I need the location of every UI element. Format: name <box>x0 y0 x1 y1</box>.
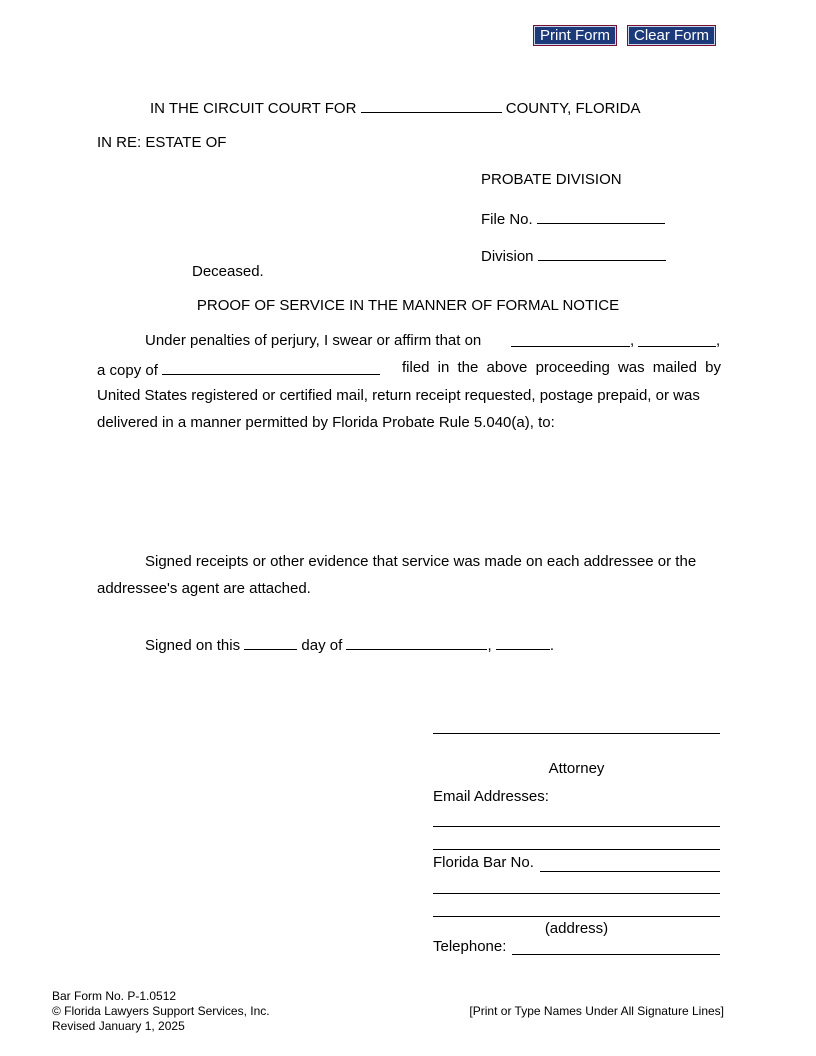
signed-prefix: Signed on this <box>145 637 241 654</box>
division-row <box>481 245 666 266</box>
p2-line2: addressee's agent are attached. <box>97 580 311 597</box>
signature-line[interactable] <box>433 733 720 734</box>
telephone-field[interactable] <box>512 954 720 955</box>
document-name-field[interactable] <box>162 359 380 375</box>
signed-year-field[interactable] <box>496 634 550 650</box>
file-no-field[interactable] <box>537 208 665 224</box>
comma-separator: , <box>630 332 635 349</box>
revised-date: Revised January 1, 2025 <box>52 1019 185 1033</box>
bar-no-label: Florida Bar No. <box>433 854 534 871</box>
p1-copy-of-row <box>97 359 380 380</box>
address-label: (address) <box>544 920 609 937</box>
email-field-1[interactable] <box>433 826 720 827</box>
court-caption <box>150 97 641 118</box>
deceased-label: Deceased. <box>192 263 264 280</box>
print-form-button[interactable]: Print Form <box>533 25 617 46</box>
addressees-area[interactable] <box>97 440 721 540</box>
copyright-notice: © Florida Lawyers Support Services, Inc. <box>52 1004 270 1018</box>
signed-on-row: Signed on this day of , . <box>145 634 554 655</box>
filed-text: filed in the above proceeding was mailed by <box>401 359 721 376</box>
signed-day-field[interactable] <box>244 634 297 650</box>
p1-line2 <box>97 359 721 380</box>
signed-month-field[interactable] <box>346 634 487 650</box>
file-no-label: File No. <box>481 211 533 228</box>
service-year-field[interactable] <box>638 346 716 347</box>
court-suffix: COUNTY, FLORIDA <box>505 100 641 117</box>
service-date-field[interactable] <box>511 346 630 347</box>
p1-line4: delivered in a manner permitted by Florida Probate Rule 5.040(a), to: <box>97 414 555 431</box>
form-title: PROOF OF SERVICE IN THE MANNER OF FORMAL NOTICE <box>196 297 620 314</box>
division-label: Division <box>481 248 534 265</box>
p1-start-text: Under penalties of perjury, I swear or affirm that on <box>145 332 482 349</box>
clear-form-button[interactable]: Clear Form <box>627 25 716 46</box>
file-no-row <box>481 208 665 229</box>
bar-no-field[interactable] <box>540 871 720 872</box>
p2-line1: Signed receipts or other evidence that service was made on each addressee or the <box>145 553 697 570</box>
probate-division-heading: PROBATE DIVISION <box>481 171 622 188</box>
estate-label: IN RE: ESTATE OF <box>97 134 227 151</box>
email-label: Email Addresses: <box>433 788 549 805</box>
copy-of-text: a copy of <box>97 362 158 379</box>
county-field[interactable] <box>361 97 502 113</box>
signed-day-of: day of <box>301 637 343 654</box>
attorney-label: Attorney <box>548 760 605 777</box>
email-field-2[interactable] <box>433 849 720 850</box>
address-field-2[interactable] <box>433 916 720 917</box>
court-prefix: IN THE CIRCUIT COURT FOR <box>150 100 357 117</box>
signature-instruction: [Print or Type Names Under All Signature Lines] <box>469 1004 724 1018</box>
form-number: Bar Form No. P-1.0512 <box>52 989 177 1003</box>
comma-end: , <box>716 332 721 349</box>
address-field-1[interactable] <box>433 893 720 894</box>
division-field[interactable] <box>538 245 666 261</box>
telephone-label: Telephone: <box>433 938 507 955</box>
p1-line3: United States registered or certified mail, return receipt requested, postage prepaid, or was <box>97 387 700 404</box>
p1-line1 <box>145 332 481 350</box>
